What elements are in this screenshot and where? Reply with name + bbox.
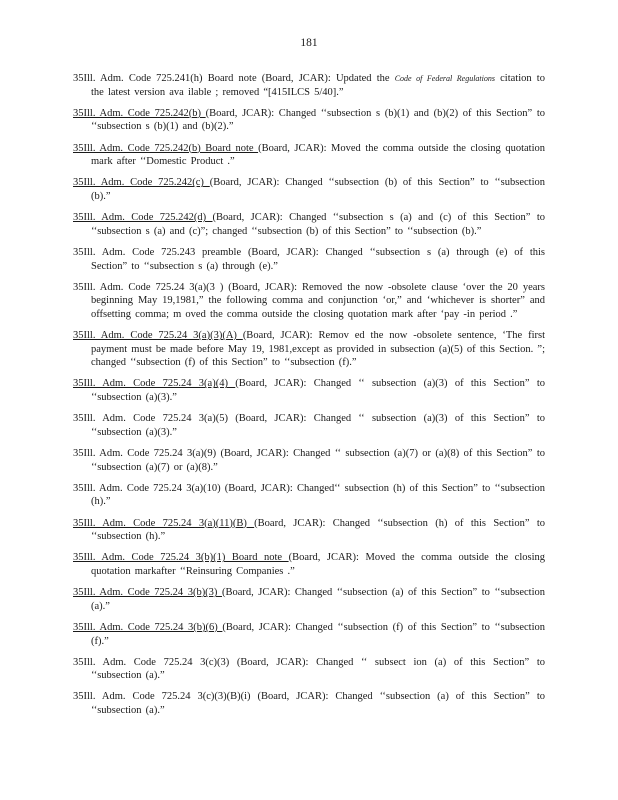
- page-number: 181: [300, 37, 318, 49]
- entry-text: (Board, JCAR): Changed ‘‘ subsect ion (a) of this Section” to ‘‘subsection (a).”: [91, 656, 546, 682]
- code-citation: 35Ill. Adm. Code 725.24 3(b)(3): [73, 587, 222, 599]
- entry-text: (Board, JCAR): Changed ‘‘subsection s (a) and (c) of this Section” to ‘‘subsection s (a) and (c)”; changed ‘‘subsection (b) of this Section” to ‘‘subsection (b).”: [91, 212, 545, 237]
- entry-text: (Board, JCAR): Changed ‘‘subsection s (a) through (e) of this Section” to ‘‘subsection s (a) through (e).”: [91, 246, 545, 272]
- amendment-entry: [73, 107, 545, 134]
- amendment-entry: [73, 281, 545, 322]
- code-citation: 35Ill. Adm. Code 725.241(h): [73, 73, 203, 84]
- amendment-entry: [73, 377, 545, 404]
- code-citation: 35Ill. Adm. Code 725.24 3(a)(9): [73, 448, 217, 459]
- amendment-entry: [73, 72, 545, 99]
- entry-italic-text: Code of Federal Regulations: [394, 74, 495, 83]
- code-citation: 35Ill. Adm. Code 725.242(b): [73, 107, 206, 119]
- code-citation: 35Ill. Adm. Code 725.24 3(a)(4): [73, 378, 236, 390]
- entry-text: (Board, JCAR): Moved the comma outside the closing quotation markafter ‘‘Reinsuring Companies .”: [91, 552, 546, 577]
- entry-text: (Board, JCAR): Changed ‘‘ subsection (a)(7) or (a)(8) of this Section” to ‘‘subsection (a)(7) or (a)(8).”: [91, 448, 545, 473]
- code-citation: 35Ill. Adm. Code 725.24 3(a)(10): [73, 482, 221, 494]
- entry-text: (Board, JCAR): Changed ‘‘subsection (b) of this Section” to ‘‘subsection (b).”: [91, 177, 545, 202]
- amendment-entry: [73, 246, 545, 273]
- code-citation: 35Ill. Adm. Code 725.243 preamble: [73, 246, 242, 258]
- entry-text: (Board, JCAR): Changed ‘‘subsection (a) of this Section” to ‘‘subsection (a).”: [91, 691, 545, 717]
- entry-list: [73, 72, 545, 725]
- entry-text-continued: citation to the latest version ava ilable ; removed “[415ILCS 5/40].”: [91, 73, 545, 98]
- amendment-entry: [73, 586, 545, 613]
- code-citation: 35Ill. Adm. Code 725.24 3(a)(3)(A): [73, 330, 243, 342]
- entry-text: (Board, JCAR): Remov ed the now -obsolete sentence, ‘The first payment must be made before May 19, 1981,except as provided in subsection (a)(5) of this Section. ”; changed ‘‘subsection (f) of this Section” to ‘‘subsection (f).”: [91, 330, 545, 369]
- amendment-entry: [73, 482, 545, 509]
- code-citation: 35Ill. Adm. Code 725.24 3(b)(1) Board note: [73, 552, 289, 564]
- amendment-entry: [73, 447, 545, 474]
- code-citation: 35Ill. Adm. Code 725.242(b) Board note: [73, 142, 259, 154]
- code-citation: 35Ill. Adm. Code 725.24 3(c)(3): [73, 656, 230, 668]
- code-citation: 35Ill. Adm. Code 725.24 3(b)(6): [73, 621, 223, 633]
- entry-text: (Board, JCAR): Moved the comma outside the closing quotation mark after ‘‘Domestic Product .”: [91, 142, 545, 168]
- entry-text: (Board, JCAR): Changed ‘‘subsection (f) of this Section” to ‘‘subsection (f).”: [91, 621, 545, 647]
- amendment-entry: [73, 656, 545, 683]
- amendment-entry: [73, 412, 545, 439]
- entry-text: (Board, JCAR): Changed ‘‘subsection (h) of this Section” to ‘‘subsection (h).”: [91, 517, 545, 543]
- amendment-entry: [73, 621, 545, 648]
- entry-text: (Board, JCAR): Changed ‘‘subsection (a) of this Section” to ‘‘subsection (a).”: [91, 587, 545, 612]
- code-citation: 35Ill. Adm. Code 725.24 3(a)(11)(B): [73, 517, 255, 529]
- entry-text: Board note (Board, JCAR): Updated the: [202, 73, 395, 84]
- entry-text: (Board, JCAR): Changed ‘‘ subsection (a)(3) of this Section” to ‘‘subsection (a)(3).”: [91, 413, 546, 438]
- code-citation: 35Ill. Adm. Code 725.24 3(a)(3 ): [73, 281, 224, 293]
- amendment-entry: [73, 517, 545, 544]
- entry-text: (Board, JCAR): Changed ‘‘subsection s (b)(1) and (b)(2) of this Section” to ‘‘subsection s (b)(1) and (b)(2).”: [91, 107, 545, 133]
- code-citation: 35Ill. Adm. Code 725.242(d): [73, 212, 213, 224]
- amendment-entry: [73, 329, 545, 370]
- amendment-entry: [73, 551, 545, 578]
- amendment-entry: [73, 176, 545, 203]
- amendment-entry: [73, 142, 545, 169]
- entry-text: (Board, JCAR): Removed the now -obsolete clause ‘over the 20 years beginning May 19,1981,” the following comma and conjunction ‘or,” and ‘whichever is shorter” and offsetting comma; m oved the comma outside the closing quotation mark after ‘pay -in period .”: [91, 281, 545, 320]
- code-citation: 35Ill. Adm. Code 725.24 3(a)(5): [73, 413, 228, 425]
- entry-text: (Board, JCAR): Changed‘‘ subsection (h) of this Section” to ‘‘subsection (h).”: [91, 482, 545, 508]
- amendment-entry: [73, 690, 545, 717]
- code-citation: 35Ill. Adm. Code 725.242(c): [73, 177, 210, 189]
- amendment-entry: [73, 211, 545, 238]
- code-citation: 35Ill. Adm. Code 725.24 3(c)(3)(B)(i): [73, 691, 251, 703]
- entry-text: (Board, JCAR): Changed ‘‘ subsection (a)(3) of this Section” to ‘‘subsection (a)(3).”: [91, 378, 546, 404]
